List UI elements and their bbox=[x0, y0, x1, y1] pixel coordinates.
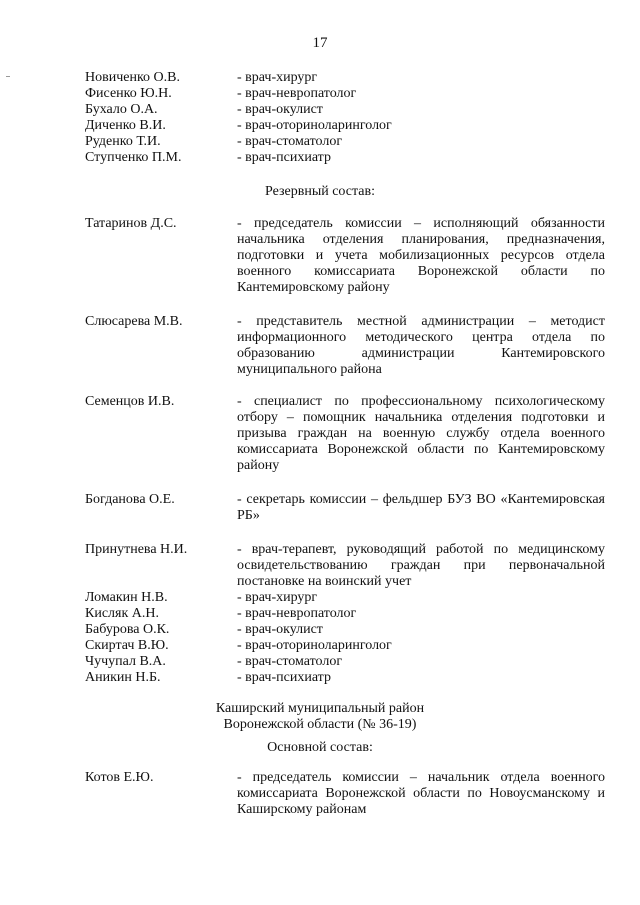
member-name: Руденко Т.И. bbox=[85, 134, 161, 149]
member-name: Бухало О.А. bbox=[85, 102, 158, 117]
description-line: отбору – помощник начальника отделения подготовки и bbox=[237, 410, 605, 425]
member-role: - врач-хирург bbox=[237, 590, 318, 605]
district-title: Каширский муниципальный район bbox=[215, 701, 425, 716]
description-line: комиссариата Воронежской области по Кантемировскому bbox=[237, 442, 605, 457]
member-role: - врач-оториноларинголог bbox=[237, 118, 392, 133]
member-role: - врач-стоматолог bbox=[237, 134, 343, 149]
member-name: Татаринов Д.С. bbox=[85, 216, 177, 231]
description-line: освидетельствованию граждан при первоначальной bbox=[237, 558, 605, 573]
member-role: - врач-окулист bbox=[237, 622, 323, 637]
member-description bbox=[237, 770, 605, 818]
district-subtitle: Воронежской области (№ 36-19) bbox=[223, 717, 417, 732]
description-line: муниципального района bbox=[237, 362, 382, 377]
member-role: - врач-психиатр bbox=[237, 150, 331, 165]
member-name: Чучупал В.А. bbox=[85, 654, 166, 669]
member-role: - врач-невропатолог bbox=[237, 86, 357, 101]
reserve-heading: Резервный состав: bbox=[264, 184, 375, 199]
member-description bbox=[237, 394, 605, 474]
member-name: Диченко В.И. bbox=[85, 118, 166, 133]
member-description bbox=[237, 492, 605, 524]
description-line: начальника отделения планирования, предназначения, bbox=[237, 232, 605, 247]
description-line: Каширскому районам bbox=[237, 802, 367, 817]
description-line: - представитель местной администрации – методист bbox=[237, 314, 605, 329]
description-line: призыва граждан на военную службу отдела военного bbox=[237, 426, 605, 441]
member-name: Бабурова О.К. bbox=[85, 622, 170, 637]
description-line: - председатель комиссии – начальник отдела военного bbox=[237, 770, 605, 785]
member-name: Фисенко Ю.Н. bbox=[85, 86, 172, 101]
description-line: подготовки и учета мобилизационных ресурсов отдела bbox=[237, 248, 605, 263]
member-name: Принутнева Н.И. bbox=[85, 542, 188, 557]
description-line: Кантемировскому району bbox=[237, 280, 390, 295]
member-name: Аникин Н.Б. bbox=[85, 670, 161, 685]
member-description bbox=[237, 542, 605, 590]
main-heading: Основной состав: bbox=[267, 740, 373, 755]
member-role: - врач-невропатолог bbox=[237, 606, 357, 621]
member-role: - врач-психиатр bbox=[237, 670, 331, 685]
description-line: РБ» bbox=[237, 508, 260, 523]
description-line: образованию администрации Кантемировского bbox=[237, 346, 605, 361]
member-role: - врач-стоматолог bbox=[237, 654, 343, 669]
member-name: Кисляк А.Н. bbox=[85, 606, 159, 621]
description-line: комиссариата Воронежской области по Новоусманскому и bbox=[237, 786, 605, 801]
member-name: Скиртач В.Ю. bbox=[85, 638, 169, 653]
margin-mark bbox=[6, 76, 10, 77]
member-name: Ступченко П.М. bbox=[85, 150, 182, 165]
description-line: - председатель комиссии – исполняющий обязанности bbox=[237, 216, 605, 231]
description-line: - специалист по профессиональному психологическому bbox=[237, 394, 605, 409]
member-description bbox=[237, 314, 605, 378]
member-name: Семенцов И.В. bbox=[85, 394, 175, 409]
description-line: - секретарь комиссии – фельдшер БУЗ ВО «Кантемировская bbox=[237, 492, 605, 507]
member-description bbox=[237, 216, 605, 296]
description-line: району bbox=[237, 458, 280, 473]
member-name: Котов Е.Ю. bbox=[85, 770, 154, 785]
member-name: Ломакин Н.В. bbox=[85, 590, 168, 605]
member-name: Богданова О.Е. bbox=[85, 492, 175, 507]
description-line: - врач-терапевт, руководящий работой по медицинскому bbox=[237, 542, 605, 557]
description-line: постановке на воинский учет bbox=[237, 574, 412, 589]
description-line: информационного методического центра отдела по bbox=[237, 330, 605, 345]
member-role: - врач-окулист bbox=[237, 102, 323, 117]
description-line: военного комиссариата Воронежской области по bbox=[237, 264, 605, 279]
member-name: Слюсарева М.В. bbox=[85, 314, 183, 329]
member-role: - врач-оториноларинголог bbox=[237, 638, 392, 653]
member-name: Новиченко О.В. bbox=[85, 70, 180, 85]
member-role: - врач-хирург bbox=[237, 70, 318, 85]
page-number: 17 bbox=[312, 35, 328, 51]
